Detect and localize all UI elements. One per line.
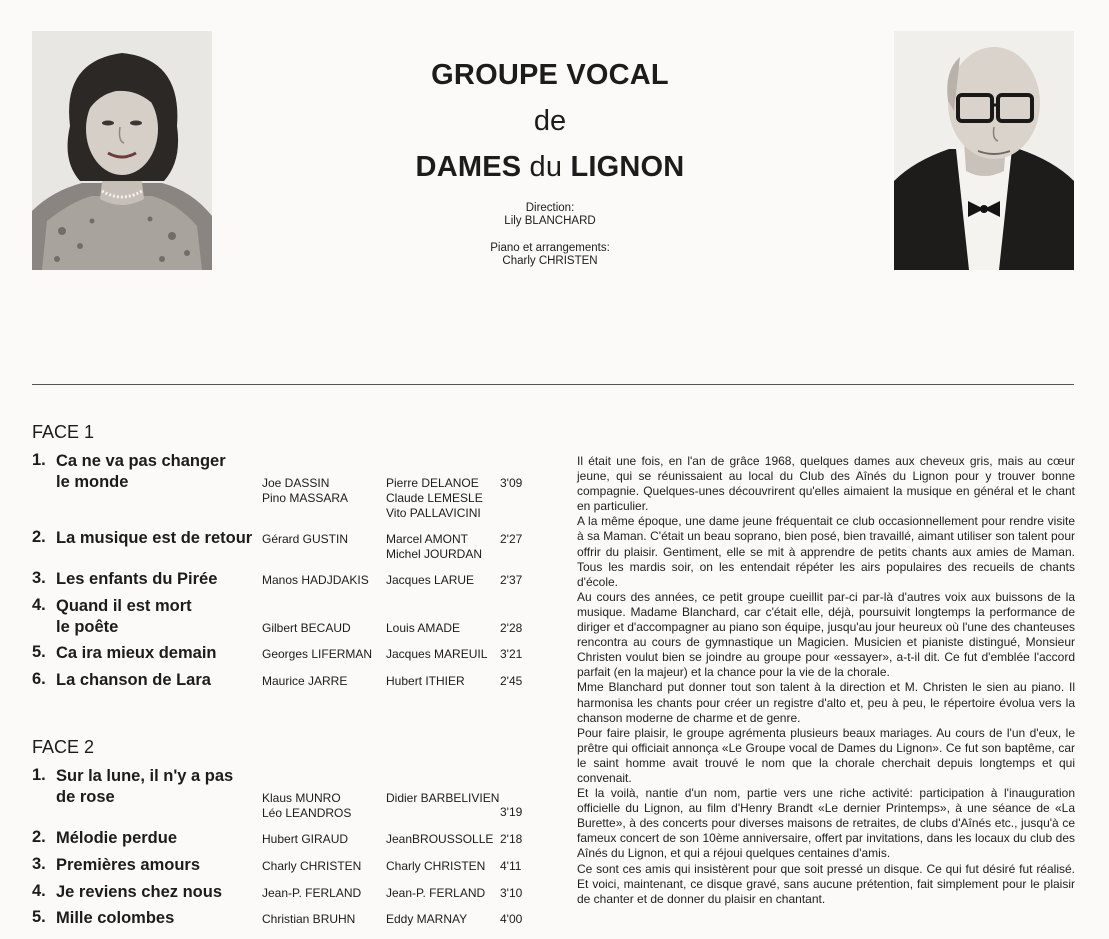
title-du: du [529, 151, 563, 183]
track-duration: 3'19 [500, 805, 523, 819]
direction-credit [330, 202, 770, 228]
title-line-3 [330, 144, 770, 190]
direction-label: Direction: [525, 202, 575, 214]
portrait-charly-christen [894, 31, 1074, 270]
notes-paragraph: Il était une fois, en l'an de grâce 1968, quelques dames aux cheveux gris, mais au cœur jeune, qui se réunissaient au local du Club des Aînés du Lignon pour y trouver bonne compagnie. Quelques-unes découvrirent qu'elles aimaient la musique en général et le chant en particulier. [577, 454, 1075, 514]
track-title: Quand il est mort le poête [56, 597, 192, 636]
track-lyricist: Pierre DELANOE Claude LEMESLE Vito PALLAVICINI [386, 476, 483, 520]
track-row [32, 828, 544, 858]
track-composer: Charly CHRISTEN [262, 859, 362, 873]
track-number: 1. [32, 766, 46, 784]
face-1-heading: FACE 1 [32, 422, 95, 442]
track-row [32, 569, 544, 599]
album-header [330, 52, 770, 268]
title-dames: DAMES [415, 151, 530, 183]
track-number: 3. [32, 569, 46, 587]
piano-name: Charly CHRISTEN [502, 255, 598, 267]
track-number: 2. [32, 528, 46, 546]
track-lyricist: Jean-P. FERLAND [386, 886, 486, 900]
notes-paragraph: Mme Blanchard put donner tout son talent à la direction et M. Christen le sien au piano. Il harmonisa les chants pour créer un registre d'alto et, peu à peu, le répertoire évolua vers la chanson moderne de charme et de genre. [577, 680, 1075, 725]
track-lyricist: Louis AMADE [386, 621, 461, 635]
track-number: 4. [32, 596, 46, 614]
track-row [32, 451, 544, 520]
track-title: Premières amours [56, 856, 200, 874]
track-row [32, 643, 544, 673]
track-duration: 3'21 [500, 647, 523, 661]
notes-paragraph: Pour faire plaisir, le groupe agrémenta plusieurs beaux mariages. Au cours de l'un d'eux, le prêtre qui officiait annonça «Le Groupe vocal de Dames du Lignon». Ce fut son baptême, car le saint homme avait trouvé le nom que la chorale cherchait depuis longtemps et qui convenait. [577, 725, 1075, 785]
track-duration: 2'18 [500, 832, 523, 846]
track-composer: Gérard GUSTIN [262, 532, 349, 546]
track-duration: 4'00 [500, 912, 523, 926]
track-duration: 2'28 [500, 621, 523, 635]
track-composer: Maurice JARRE [262, 674, 348, 688]
track-composer: Georges LIFERMAN [262, 647, 373, 661]
track-lyricist: Jacques MAREUIL [386, 647, 488, 661]
track-title: La chanson de Lara [56, 671, 211, 689]
liner-notes [577, 454, 1075, 907]
track-duration: 3'09 [500, 476, 523, 490]
track-duration: 2'27 [500, 532, 523, 546]
track-title: Ca ira mieux demain [56, 644, 217, 662]
track-composer: Joe DASSIN Pino MASSARA [262, 476, 349, 505]
track-row [32, 766, 544, 820]
track-lyricist: Jacques LARUE [386, 573, 475, 587]
track-number: 5. [32, 908, 46, 926]
track-duration: 3'10 [500, 886, 523, 900]
track-number: 1. [32, 451, 46, 469]
title-lignon: LIGNON [562, 151, 685, 183]
piano-credit [330, 242, 770, 268]
track-duration: 2'37 [500, 573, 523, 587]
track-number: 6. [32, 670, 46, 688]
track-title: Les enfants du Pirée [56, 570, 218, 588]
track-composer: Manos HADJDAKIS [262, 573, 369, 587]
track-title: Mélodie perdue [56, 829, 178, 847]
track-composer: Christian BRUHN [262, 912, 356, 926]
track-composer: Gilbert BECAUD [262, 621, 351, 635]
notes-paragraph: A la même époque, une dame jeune fréquentait ce club occasionnellement pour rendre visite à sa Maman. C'était un beau soprano, bien posé, bien travaillé, aimant utiliser son talent pour offrir du plaisir. Gentiment, elle se mit à apprendre de petits chants aux amies de Maman. Tous les mardis soir, on les entendait répéter les airs populaires des recueils de chants d'école. [577, 514, 1075, 589]
track-number: 2. [32, 828, 46, 846]
track-composer: Hubert GIRAUD [262, 832, 349, 846]
piano-label: Piano et arrangements: [490, 242, 610, 254]
track-number: 5. [32, 643, 46, 661]
track-number: 3. [32, 855, 46, 873]
track-lyricist: JeanBROUSSOLLE [386, 832, 494, 846]
track-lyricist: Marcel AMONT Michel JOURDAN [386, 532, 483, 561]
track-title: Je reviens chez nous [56, 883, 222, 901]
track-lyricist: Charly CHRISTEN [386, 859, 486, 873]
track-title: Ca ne va pas changer le monde [56, 452, 226, 491]
track-duration: 4'11 [500, 859, 522, 873]
notes-paragraph: Ce sont ces amis qui insistèrent pour que soit pressé un disque. Ce qui fut désiré fut réalisé. Et voici, maintenant, ce disque gravé, sans aucune prétention, fait simplement pour le plaisir de chanter et de donner du plaisir en chantant. [577, 861, 1075, 906]
track-title: Sur la lune, il n'y a pas de rose [56, 767, 234, 806]
track-row [32, 528, 544, 561]
direction-name: Lily BLANCHARD [504, 215, 596, 227]
track-duration: 2'45 [500, 674, 523, 688]
track-title: Mille colombes [56, 909, 175, 927]
notes-paragraph: Au cours des années, ce petit groupe cueillit par-ci par-là d'autres voix aux buissons de la musique. Madame Blanchard, car c'était elle, déjà, poursuivit longtemps la performance de diriger et d'accompagner au piano son équipe, jusqu'au jour heureux où l'une des chanteuses rencontra au cours de gymnastique un Magicien. Musicien et pianiste distingué, Monsieur Christen voulut bien se joindre au groupe pour «essayer», a-t-il dit. Ce fut d'emblée l'accord parfait (en la majeur) et la chance pour la vie de la chorale. [577, 589, 1075, 680]
track-composer: Jean-P. FERLAND [262, 886, 362, 900]
notes-paragraph: Et la voilà, nantie d'un nom, partie vers une riche activité: participation à l'inauguration officielle du Lignon, au film d'Henry Brandt «Le dernier Printemps», à une séance de «La Burette», à des concerts pour diverses maisons de retraites, de clubs d'Aînés etc., jusqu'à ce fameux concert de son 10ème anniversaire, offert par invitations, dans les locaux du club des Aînés du Lignon, et qui a réjoui quelques centaines d'amis. [577, 786, 1075, 861]
track-number: 4. [32, 882, 46, 900]
divider-rule [32, 384, 1074, 385]
track-composer: Klaus MUNRO Léo LEANDROS [262, 791, 352, 820]
track-lyricist: Eddy MARNAY [386, 912, 468, 926]
title-line-1: GROUPE VOCAL [431, 59, 669, 91]
track-lyricist: Didier BARBELIVIEN [386, 791, 500, 805]
track-lyricist: Hubert ITHIER [386, 674, 465, 688]
track-row [32, 855, 544, 885]
portrait-lily-blanchard [32, 31, 212, 270]
track-title: La musique est de retour [56, 529, 253, 547]
track-row [32, 908, 544, 938]
face-2-heading: FACE 2 [32, 737, 95, 757]
title-line-2: de [533, 105, 567, 137]
track-row [32, 670, 544, 700]
track-row [32, 596, 544, 636]
